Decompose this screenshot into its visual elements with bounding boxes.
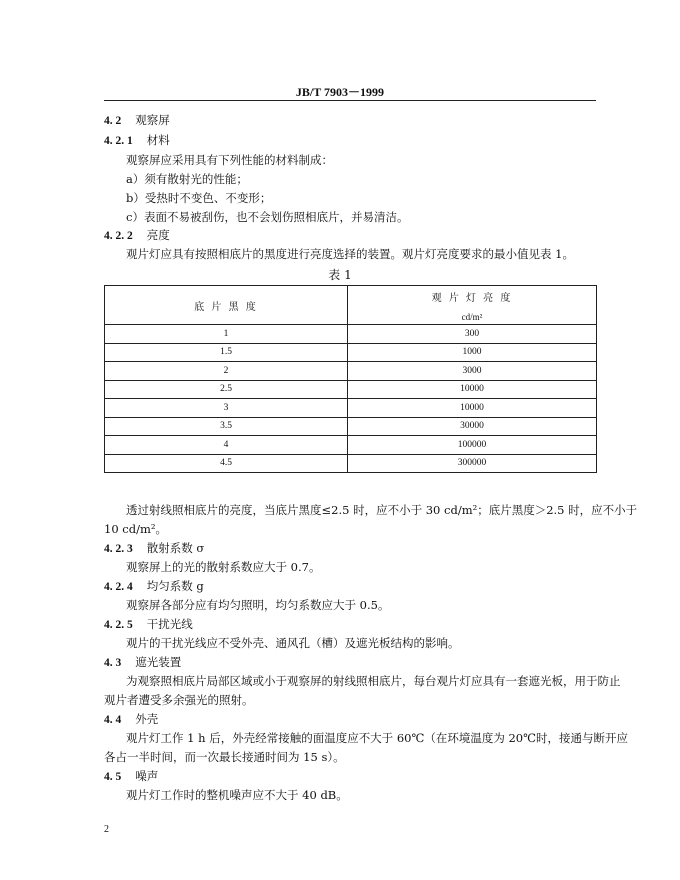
section-title: 外壳 — [135, 712, 159, 726]
table-row — [105, 362, 597, 381]
paragraph: 透过射线照相底片的亮度，当底片黑度≤2.5 时，应不小于 30 cd/m²；底片黑度＞2.5 时，应不小于 — [126, 503, 638, 517]
brightness-cell: 30000 — [348, 417, 597, 436]
section-number: 4. 4 — [104, 714, 122, 726]
paragraph: 观片灯应具有按照相底片的黑度进行亮度选择的装置。观片灯亮度要求的最小值见表 1。 — [126, 247, 574, 261]
page-number: 2 — [104, 824, 109, 835]
section-title: 亮度 — [146, 228, 170, 242]
header-rule — [104, 100, 596, 101]
section-number: 4. 2. 3 — [104, 543, 133, 555]
section-4-2-3-heading — [104, 541, 204, 556]
section-title: 散射系数 σ — [146, 541, 205, 555]
section-number: 4. 2. 2 — [104, 230, 133, 242]
brightness-cell: 100000 — [348, 436, 597, 455]
section-title: 干扰光线 — [146, 617, 193, 631]
section-4-4-heading — [104, 712, 158, 727]
density-cell: 3.5 — [105, 417, 348, 436]
brightness-cell: 10000 — [348, 399, 597, 418]
table-row — [105, 436, 597, 455]
paragraph-continuation: 观片者遭受多余强光的照射。 — [104, 693, 254, 707]
section-title: 均匀系数 g — [146, 579, 204, 593]
brightness-cell: 300000 — [348, 454, 597, 473]
brightness-cell: 1000 — [348, 343, 597, 362]
brightness-cell: 300 — [348, 325, 597, 344]
table-row — [105, 380, 597, 399]
section-4-2-4-heading — [104, 579, 204, 594]
list-item: b）受热时不变色、不变形； — [126, 191, 272, 205]
paragraph-continuation: 各占一半时间，而一次最长接通时间为 15 s）。 — [104, 750, 345, 764]
section-title: 噪声 — [135, 769, 159, 783]
table-header-row — [105, 286, 597, 325]
list-item: c）表面不易被刮伤，也不会划伤照相底片，并易清洁。 — [126, 210, 409, 224]
section-4-2-1-heading — [104, 133, 170, 148]
density-cell: 2.5 — [105, 380, 348, 399]
table-row — [105, 325, 597, 344]
section-4-2-2-heading — [104, 228, 170, 243]
paragraph: 观片的干扰光线应不受外壳、通风孔（槽）及遮光板结构的影响。 — [126, 636, 460, 650]
density-cell: 1 — [105, 325, 348, 344]
table-row — [105, 343, 597, 362]
section-4-5-heading — [104, 769, 158, 784]
column-header-brightness: 观 片 灯 亮 度 cd/m² — [348, 286, 597, 325]
table-caption: 表 1 — [328, 268, 352, 282]
table-row — [105, 417, 597, 436]
section-4-2-5-heading — [104, 617, 193, 632]
list-item: a）须有散射光的性能； — [126, 172, 248, 186]
section-number: 4. 5 — [104, 771, 122, 783]
section-title: 观察屏 — [135, 113, 170, 127]
section-number: 4. 2 — [104, 115, 122, 127]
density-cell: 1.5 — [105, 343, 348, 362]
section-number: 4. 2. 5 — [104, 619, 133, 631]
section-4-3-heading — [104, 655, 181, 670]
column-header-density: 底 片 黑 度 — [105, 286, 348, 325]
density-cell: 2 — [105, 362, 348, 381]
brightness-table — [104, 285, 597, 473]
unit-label: cd/m² — [461, 311, 483, 322]
paragraph: 观片灯工作 1 h 后，外壳经常接触的面温度应不大于 60℃（在环境温度为 20℃时，接通与断开应 — [126, 731, 628, 745]
density-cell: 4 — [105, 436, 348, 455]
paragraph: 观片灯工作时的整机噪声应不大于 40 dB。 — [126, 788, 348, 802]
paragraph: 为观察照相底片局部区域或小于观察屏的射线照相底片，每台观片灯应具有一套遮光板，用于防止 — [126, 674, 621, 688]
section-number: 4. 2. 1 — [104, 135, 133, 147]
section-4-2-heading — [104, 113, 170, 128]
table-row — [105, 454, 597, 473]
section-number: 4. 2. 4 — [104, 581, 133, 593]
density-cell: 4.5 — [105, 454, 348, 473]
brightness-cell: 10000 — [348, 380, 597, 399]
document-header: JB/T 7903－1999 — [295, 85, 385, 99]
paragraph-continuation: 10 cd/m²。 — [104, 522, 167, 536]
paragraph: 观察屏上的光的散射系数应大于 0.7。 — [126, 560, 321, 574]
paragraph: 观察屏应采用具有下列性能的材料制成： — [126, 153, 333, 167]
brightness-cell: 3000 — [348, 362, 597, 381]
section-title: 材料 — [146, 133, 170, 147]
section-title: 遮光装置 — [135, 655, 182, 669]
density-cell: 3 — [105, 399, 348, 418]
paragraph: 观察屏各部分应有均匀照明，均匀系数应大于 0.5。 — [126, 598, 390, 612]
table-row — [105, 399, 597, 418]
section-number: 4. 3 — [104, 657, 122, 669]
